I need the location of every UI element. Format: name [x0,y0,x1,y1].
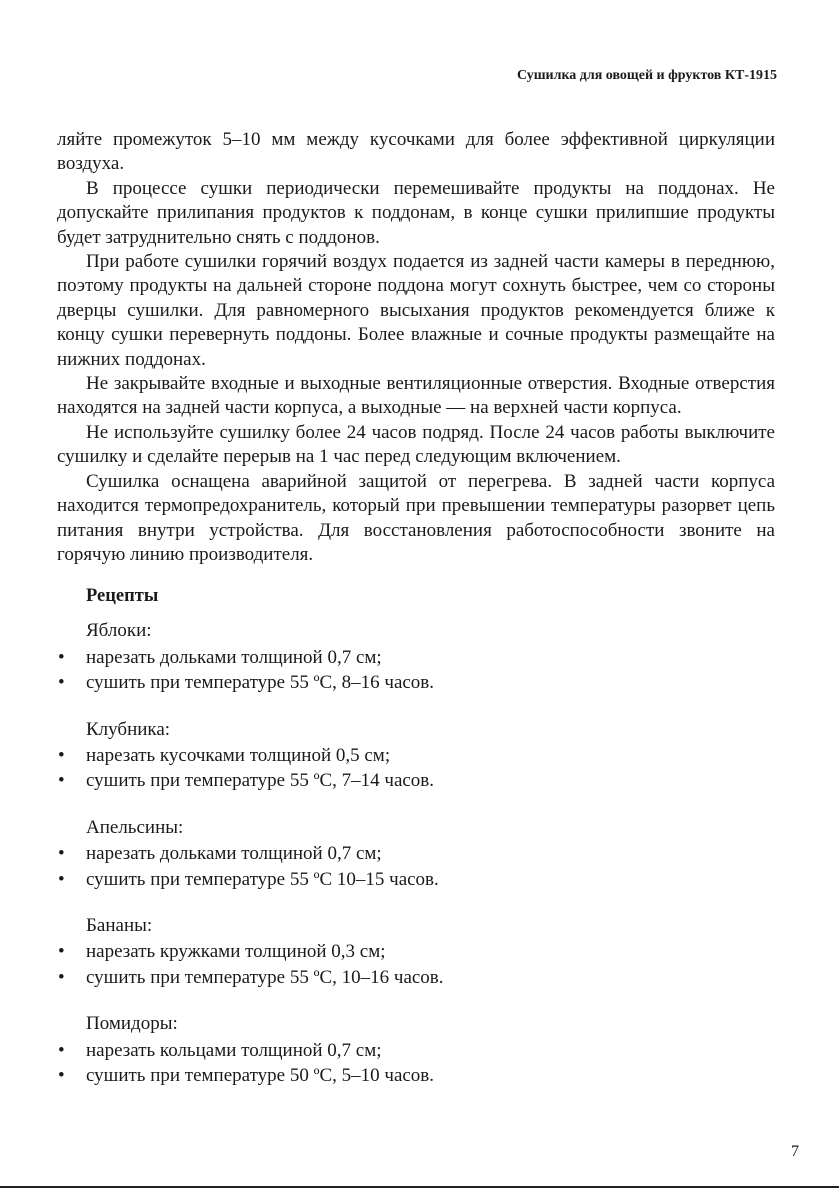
bullet-icon: • [58,744,65,766]
bullet-icon: • [58,966,65,988]
paragraph: Не используйте сушилку более 24 часов подряд. После 24 часов работы выключите сушилку и сделайте перерыв на 1 час перед следующим включением. [57,421,775,468]
recipe-name: Помидоры: [86,1013,178,1035]
step-text: нарезать кусочками толщиной 0,5 см; [86,744,391,766]
step-text: нарезать кольцами толщиной 0,7 см; [86,1039,382,1061]
recipe-tomatoes [57,1012,775,1088]
list-item [57,868,775,892]
recipe-strawberry [57,718,775,794]
section-title-recipes: Рецепты [86,586,159,607]
recipe-bananas [57,914,775,990]
list-item [57,744,775,768]
recipe-apples [57,619,775,695]
recipe-steps [57,842,775,892]
step-text: нарезать кружками толщиной 0,3 см; [86,941,386,963]
list-item [57,1064,775,1088]
step-text: сушить при температуре 55 ºС, 10–16 часов. [86,966,444,988]
recipe-name: Яблоки: [86,620,152,642]
recipe-name: Апельсины: [86,816,184,838]
step-text: сушить при температуре 50 ºС, 5–10 часов. [86,1065,435,1086]
recipe-steps [57,744,775,794]
list-item [57,769,775,793]
paragraph: ляйте промежуток 5–10 мм между кусочками для более эффективной циркуляции воздуха. [57,129,775,175]
recipe-steps [57,646,775,696]
paragraph: В процессе сушки периодически перемешивайте продукты на поддонах. Не допускайте прилипания продуктов к поддонам, в конце сушки прилипшие продукты будет затруднительно снять с поддонов. [57,177,775,248]
list-item [57,842,775,866]
step-text: нарезать дольками толщиной 0,7 см; [86,646,382,668]
paragraph: При работе сушилки горячий воздух подается из задней части камеры в переднюю, поэтому продукты на дальней стороне поддона могут сохнуть быстрее, чем со стороны дверцы сушилки. Для равномерного высыхания продуктов рекомендуется ближе к концу сушки перевернуть поддоны. Более влажные и сочные продукты размещайте на нижних поддонах. [57,251,775,370]
bullet-icon: • [58,1065,65,1086]
bottom-rule [0,1186,839,1188]
page-body [57,128,775,1089]
page-number: 7 [791,1143,799,1160]
bullet-icon: • [58,843,65,865]
running-header: Сушилка для овощей и фруктов КТ-1915 [516,68,777,83]
paragraph: Не закрывайте входные и выходные вентиляционные отверстия. Входные отверстия находятся на задней части корпуса, а выходные — на верхней части корпуса. [57,373,775,419]
list-item [57,671,775,695]
bullet-icon: • [58,868,65,890]
bullet-icon: • [58,672,65,694]
list-item [57,1039,775,1063]
step-text: нарезать дольками толщиной 0,7 см; [86,843,382,865]
step-text: сушить при температуре 55 ºС, 8–16 часов. [86,672,435,694]
recipe-oranges [57,816,775,892]
list-item [57,646,775,670]
step-text: сушить при температуре 55 ºС 10–15 часов. [86,868,439,890]
bullet-icon: • [58,941,65,963]
recipe-name: Бананы: [86,914,153,936]
paragraph: Сушилка оснащена аварийной защитой от перегрева. В задней части корпуса находится термопредохранитель, который при превышении температуры разорвет цепь питания внутри устройства. Для восстановления работоспособности звоните на горячую линию производителя. [57,470,775,565]
list-item [57,940,775,964]
recipe-name: Клубника: [86,718,171,740]
recipe-steps [57,1039,775,1089]
step-text: сушить при температуре 55 ºС, 7–14 часов. [86,770,435,792]
list-item [57,966,775,990]
bullet-icon: • [58,1039,65,1061]
bullet-icon: • [58,770,65,792]
bullet-icon: • [58,646,65,668]
recipe-steps [57,940,775,990]
